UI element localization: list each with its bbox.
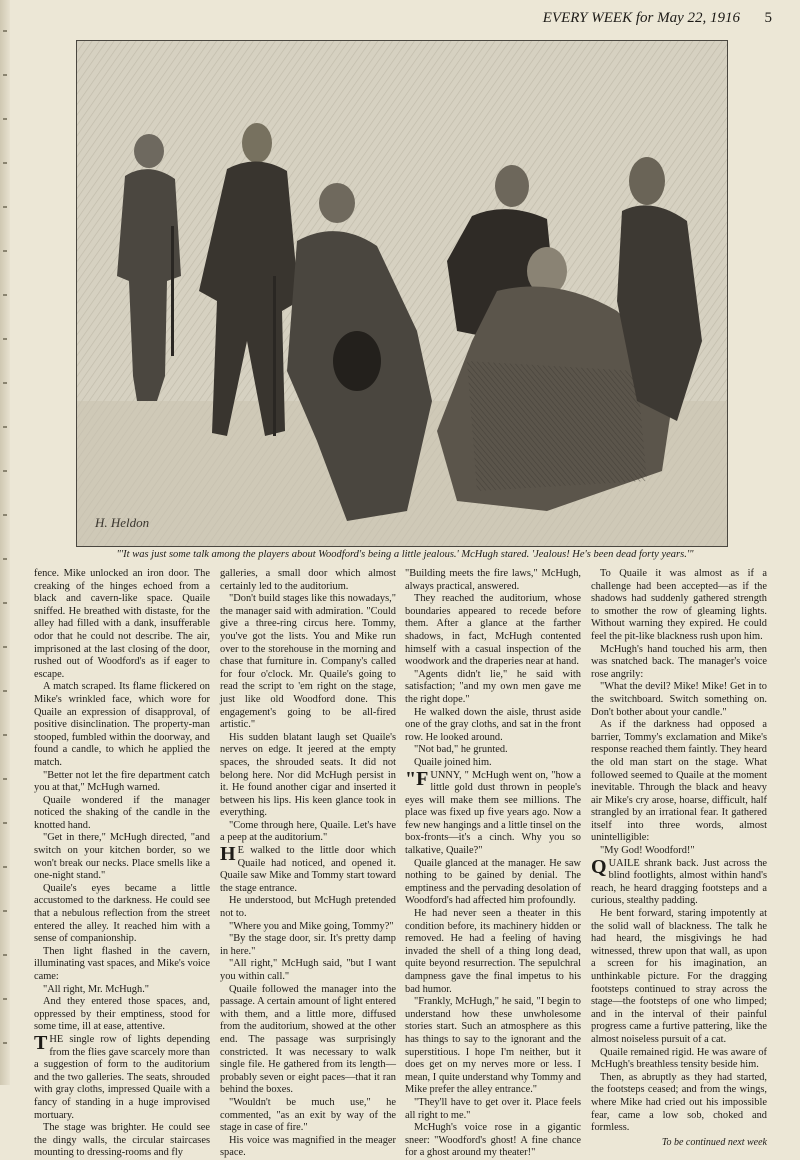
binding-hole <box>3 778 7 780</box>
paragraph-text: Then, as abruptly as they had started, the footsteps ceased; and from the wings, where Mike had cried out his impossible fear, came a low sob, choked and formless. <box>591 1071 767 1134</box>
paragraph-text: "Better not let the fire department catch you at that," McHugh warned. <box>34 769 210 794</box>
paragraph-text: "They'll have to get over it. Place feels all right to me." <box>405 1096 581 1121</box>
binding-hole <box>3 690 7 692</box>
binding-hole <box>3 558 7 560</box>
paragraph-text: fence. Mike unlocked an iron door. The creaking of the hinges echoed from a black and cavern-like space. Quaile sniffed. He breathed with distaste, for the alley had filled with a dank, insufferable odor that he could not describe. The air, imprisoned at the last closing of the door, rushed out of Woodford's as if eager to escape. <box>34 568 210 680</box>
paragraph-text: "All right," McHugh said, "but I want you within call." <box>220 958 396 982</box>
paragraph <box>220 933 396 958</box>
binding-hole <box>3 822 7 824</box>
paragraph <box>34 681 210 769</box>
binding-hole <box>3 426 7 428</box>
page-number: 5 <box>764 10 772 26</box>
paragraph <box>591 719 767 845</box>
paragraph <box>591 1047 767 1072</box>
binding-hole <box>3 866 7 868</box>
paragraph-text: McHugh's hand touched his arm, then was snatched back. The manager's voice rose angrily: <box>591 643 767 680</box>
paragraph <box>405 996 581 1097</box>
paragraph <box>405 744 581 757</box>
binding-hole <box>3 602 7 604</box>
paragraph-text: He had never seen a theater in this condition before, its machinery hidden or removed. He had a feeling of having invaded the shell of a thing long dead, quite beyond resurrection. The sepulchral dampness gave the final impetus to his bad humor. <box>405 908 581 995</box>
binding-hole <box>3 118 7 120</box>
text-column-1 <box>34 568 210 1159</box>
paragraph-text: His voice was magnified in the meager space. <box>220 1134 396 1159</box>
paragraph <box>405 757 581 770</box>
artist-signature: H. Heldon <box>95 515 150 530</box>
binding-hole <box>3 30 7 32</box>
binding-hole <box>3 734 7 736</box>
paragraph-text: The stage was brighter. He could see the dingy walls, the circular staircases mounting to dressing-rooms and fly <box>34 1122 210 1159</box>
paragraph <box>220 568 396 593</box>
small-caps-lead: UAILE <box>608 857 640 869</box>
paragraph <box>34 832 210 882</box>
paragraph-text: "Get in there," McHugh directed, "and switch on your kitchen border, so we won't break our necks. Place smells like a one-night stand." <box>34 832 210 882</box>
paragraph-text: As if the darkness had opposed a barrier, Tommy's exclamation and Mike's response reached them faintly. They heard the old man start on the stage. What followed seemed to Quaile at the moment inevitable. Through the black and heavy air Mike's cry arose, hoarse, difficult, half strangled by an irrational fear. It gathered itself into three words, almost unintelligible: <box>591 719 767 844</box>
paragraph <box>34 984 210 997</box>
paragraph <box>591 644 767 682</box>
continued-notice: To be continued next week <box>661 1136 767 1148</box>
paragraph <box>220 732 396 820</box>
paragraph <box>405 593 581 669</box>
paragraph-text: "My God! Woodford!" <box>600 845 695 857</box>
running-header: EVERY WEEK for May 22, 1916 <box>542 10 740 26</box>
drop-cap: Q <box>591 855 607 878</box>
paragraph <box>405 568 581 593</box>
paragraph <box>220 1135 396 1160</box>
paragraph <box>591 908 767 1047</box>
drop-cap: H <box>220 843 236 866</box>
binding-hole <box>3 294 7 296</box>
small-caps-lead: E <box>237 845 244 857</box>
paragraph <box>34 996 210 1034</box>
binding-hole <box>3 646 7 648</box>
small-caps-lead: HE <box>49 1033 64 1045</box>
paragraph <box>405 767 581 858</box>
paragraph <box>405 858 581 908</box>
binding-hole <box>3 514 7 516</box>
paragraph-text: "All right, Mr. McHugh." <box>43 983 150 995</box>
paragraph-text: They reached the auditorium, whose boundaries appeared to recede before them. After a glance at the farther shadows, in fact, McHugh contented himself with a casual inspection of the woodwork and the draperies near at hand. <box>405 593 581 668</box>
paragraph-text: He bent forward, staring impotently at the solid wall of blackness. The talk he had heard, the misgivings he had witnessed, threw upon that wall, as upon a screen for his imagination, an unthinkable picture. For the dragging footsteps continued to stray across the stage—the footsteps of one who limped; and in the interval of their painful progress came a furtive pattering, like the almost noiseless pursuit of a cat. <box>591 908 767 1045</box>
paragraph-text: walked to the little door which Quaile had noticed, and opened it. Quaile saw Mike and Tommy start toward the stage entrance. <box>220 845 396 894</box>
paragraph-text: His sudden blatant laugh set Quaile's nerves on edge. It jeered at the empty spaces, the shrouded seats. It did not belong here. Nor did McHugh persist in it. He found another cigar and inserted it between his lips. His keen glance took in everything. <box>220 731 396 819</box>
paragraph-text: single row of lights depending from the flies gave scarcely more than a suggestion of form to the auditorium and the two galleries. The seats, shrouded with gray cloths, impressed Quaile with a fancy of standing in a huge improvised mortuary. <box>34 1033 210 1121</box>
binding-hole <box>3 382 7 384</box>
paragraph-text: "Frankly, McHugh," he said, "I begin to understand how these unwholesome stories start. Such an atmosphere as this has things to say to the ignorant and the superstitious. I hope I'm neither, but it does get on my nerves more or less. I mean, I quite understand why Tommy and Mike prefer the alley entrance." <box>405 996 581 1096</box>
paragraph <box>34 568 210 681</box>
paragraph-text: Quaile's eyes became a little accustomed to the darkness. He could see that a nebulous reflection from the street entered the alley. It reached him with a sense of companionship. <box>34 882 210 945</box>
paragraph <box>34 770 210 795</box>
small-caps-lead: UNNY, <box>430 769 462 781</box>
illustration-caption: "'It was just some talk among the players about Woodford's being a little jealous.' McHugh stared. 'Jealous! He's been dead forty years.'" <box>116 549 694 560</box>
paragraph-text: "Where you and Mike going, Tommy?" <box>229 920 394 932</box>
paragraph-text: "Not bad," he grunted. <box>414 744 508 756</box>
paragraph-text: "By the stage door, sir. It's pretty damp in here." <box>220 933 396 957</box>
text-column-3 <box>405 568 581 1159</box>
paragraph-text: Quaile glanced at the manager. He saw nothing to be gained by denial. The emptiness and the pervading desolation of Woodford's had affected him profoundly. <box>405 857 581 907</box>
story-illustration <box>76 40 728 547</box>
paragraph-text: And they entered those spaces, and, oppressed by their emptiness, stood for some time, ill at ease, attentive. <box>34 996 210 1033</box>
paragraph-text: "Agents didn't lie," he said with satisfaction; "and my own men gave me the right dope." <box>405 668 581 705</box>
binding-hole <box>3 910 7 912</box>
paragraph <box>220 1097 396 1135</box>
paragraph <box>34 883 210 946</box>
text-column-2 <box>220 568 396 1159</box>
paragraph-text: Quaile followed the manager into the passage. A certain amount of light entered with them, and a little more, diffused from the auditorium, showed at the other end. The passage was surprisingly constricted. It was necessary to walk single file. He gathered from its length—probably seven or eight paces—that it ran behind the boxes. <box>220 983 396 1096</box>
paragraph <box>220 895 396 920</box>
paragraph-text: " McHugh went on, "how a little gold dust thrown in people's eyes will make them see millions. The place was fixed up five years ago. Now a few new hangings and a little tinsel on the box-fronts—it's a cinch. Why you so talkative, Quaile?" <box>405 769 581 857</box>
paragraph <box>220 820 396 845</box>
paragraph-text: Then light flashed in the cavern, illuminating vast spaces, and Mike's voice came: <box>34 945 210 982</box>
paragraph-text: galleries, a small door which almost certainly led to the auditorium. <box>220 568 396 592</box>
paragraph-text: "What the devil? Mike! Mike! Get in to the switchboard. Switch something on. Don't bother about your candle." <box>591 681 767 718</box>
paragraph-text: "Don't build stages like this nowadays," the manager said with admiration. "Could give a three-ring circus here. Tommy, you've got the lists. You and Mike run over to the storehouse in the morning and chase that furniture in. Company's called for four o'clock. Mr. Quaile's going to read the script to 'em right on the stage, just like old Woodford done. This engagement's going to be all-fired artistic." <box>220 593 396 731</box>
paragraph <box>591 1072 767 1135</box>
paragraph <box>220 921 396 934</box>
binding-hole <box>3 954 7 956</box>
binding-hole <box>3 250 7 252</box>
illustration-drawing <box>77 41 727 546</box>
binding-hole <box>3 1042 7 1044</box>
paragraph <box>34 795 210 833</box>
paragraph <box>220 593 396 732</box>
binding-hole <box>3 338 7 340</box>
binding-hole <box>3 470 7 472</box>
text-column-4 <box>591 568 767 1148</box>
paragraph-text: Quaile joined him. <box>414 756 492 768</box>
paragraph-text: To Quaile it was almost as if a challenge had been accepted—as if the shadows had suddenly gathered strength to smother the row of gleaming lights. Without warning they expired. He could feel the pit-like blackness rush upon him. <box>591 568 767 642</box>
paragraph <box>34 1031 210 1122</box>
paragraph-text: shrank back. Just across the blind footlights, almost within hand's reach, he heard dragging footsteps and a curious, stealthy padding. <box>591 857 767 907</box>
paragraph <box>220 984 396 1097</box>
binding-hole <box>3 998 7 1000</box>
paragraph-text: He walked down the aisle, thrust aside one of the gray cloths, and sat in the front row. He looked around. <box>405 706 581 743</box>
paragraph <box>405 908 581 996</box>
paragraph <box>34 946 210 984</box>
paragraph <box>405 669 581 707</box>
paragraph <box>34 1122 210 1160</box>
drop-cap: "F <box>405 767 429 790</box>
binding-hole <box>3 74 7 76</box>
page-binding-edge <box>0 0 10 1085</box>
paragraph-text: He understood, but McHugh pretended not to. <box>220 895 396 920</box>
binding-hole <box>3 162 7 164</box>
paragraph <box>220 958 396 983</box>
paragraph <box>405 1122 581 1160</box>
paragraph <box>591 681 767 719</box>
paragraph-text: A match scraped. Its flame flickered on Mike's wrinkled face, which wore for Quaile an expression of disapproval, of positive disinclination. The property-man stooped, fumbled within the doorway, and found a candle, to which he applied the match. <box>34 681 210 768</box>
binding-hole <box>3 206 7 208</box>
paragraph <box>405 1097 581 1122</box>
paragraph-text: "Wouldn't be much use," he commented, "as an exit by way of the stage in case of fire." <box>220 1096 396 1134</box>
paragraph <box>405 707 581 745</box>
paragraph-text: "Building meets the fire laws," McHugh, always practical, answered. <box>405 568 581 592</box>
paragraph <box>591 845 767 858</box>
paragraph-text: Quaile wondered if the manager noticed the shaking of the candle in the knotted hand. <box>34 794 210 831</box>
drop-cap: T <box>34 1031 48 1054</box>
paragraph <box>220 845 396 895</box>
paragraph-text: McHugh's voice rose in a gigantic sneer: "Woodford's ghost! A fine chance for a ghost around my theater!" <box>405 1122 581 1159</box>
paragraph-text: Quaile remained rigid. He was aware of McHugh's breathless tensity beside him. <box>591 1046 767 1071</box>
paragraph-text: "Come through here, Quaile. Let's have a peep at the auditorium." <box>220 819 396 844</box>
paragraph <box>591 855 767 908</box>
paragraph <box>591 568 767 644</box>
